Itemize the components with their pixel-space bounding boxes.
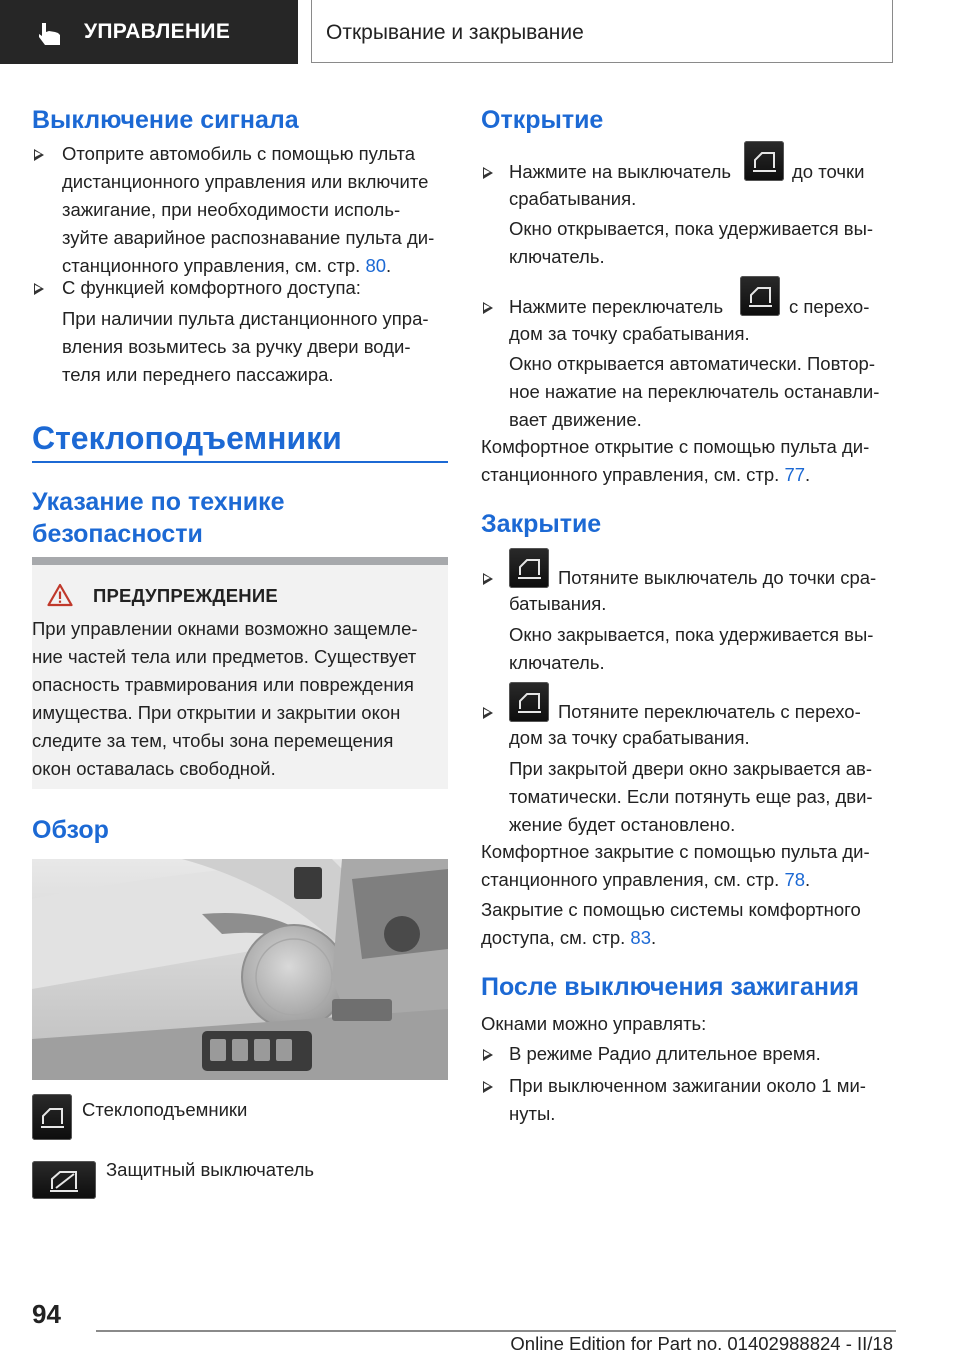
bullet-triangle-icon [483, 573, 493, 585]
after-ignition-intro: Окнами можно управлять: [481, 1013, 707, 1034]
window-switch-icon [509, 548, 549, 588]
closing-item2-text: Потяните переключатель с перехо- [558, 701, 861, 722]
closing-item2-note: При закрытой двери окно закрывается ав- томатически. Если потянуть еще раз, дви- жение будет остановлено. [509, 758, 873, 835]
chapter-title: Открывание и закрывание [326, 21, 584, 44]
window-switch-icon [32, 1094, 72, 1140]
page-ref-link[interactable]: 80 [365, 255, 387, 276]
door-panel-photo [32, 859, 448, 1080]
section-tab [0, 0, 298, 64]
after-ignition-title: После выключения зажигания [481, 973, 859, 1001]
safety-switch-icon [32, 1161, 96, 1199]
footer-divider [96, 1330, 896, 1332]
warning-box [32, 557, 448, 789]
legend-window-lifters: Стеклоподъемники [82, 1099, 248, 1120]
closing-title: Закрытие [481, 510, 602, 538]
legend-safety-switch: Защитный выключатель [106, 1159, 315, 1180]
safety-title: Указание по технике безопасности [32, 488, 285, 548]
opening-item2-end: с перехо- [789, 296, 870, 317]
window-switch-icon [744, 141, 784, 181]
opening-title: Открытие [481, 106, 604, 134]
alarm-off-item2: При наличии пульта дистанционного упра- вления возьмитесь за ручку двери води- теля или переднего пассажира. [62, 308, 429, 385]
warning-text: При управлении окнами возможно защемле- ние частей тела или предметов. Существует опасность травмирования или повреждения имущества. При открытии и закрытии окон следите за тем, чтобы зона перемещения окон оставалась свободной. [32, 618, 418, 779]
after-ignition-item1: В режиме Радио длительное время. [509, 1043, 821, 1064]
bullet-triangle-icon [483, 1081, 493, 1093]
page-number: 94 [32, 1299, 61, 1329]
bullet-triangle-icon [483, 167, 493, 179]
bullet-triangle-icon [483, 302, 493, 314]
closing-comfort-access-text: Закрытие с помощью системы комфортного доступа, см. стр. 83. [481, 899, 861, 948]
opening-item2-cont: дом за точку срабатывания. [509, 323, 750, 344]
alarm-off-item2-intro: С функцией комфортного доступа: [62, 277, 361, 298]
closing-item1-text: Потяните выключатель до точки сра- [558, 567, 877, 588]
bullet-triangle-icon [483, 1049, 493, 1061]
footer-edition: Online Edition for Part no. 01402988824 - II/18 [510, 1333, 893, 1354]
alarm-off-title: Выключение сигнала [32, 106, 299, 134]
bullet-triangle-icon [34, 283, 44, 295]
alarm-off-item1: Отоприте автомобиль с помощью пульта дистанционного управления или включите зажигание, при необходимости исполь- зуйте аварийное распознавание пульта ди- станционного управления, см. стр. 80. [62, 143, 435, 276]
closing-item1-cont: батывания. [509, 593, 607, 614]
section-title: УПРАВЛЕНИЕ [84, 20, 231, 43]
bullet-triangle-icon [34, 149, 44, 161]
closing-comfort-text: Комфортное закрытие с помощью пульта ди- станционного управления, см. стр. 78. [481, 841, 870, 890]
window-switch-icon [509, 682, 549, 722]
closing-item2-cont: дом за точку срабатывания. [509, 727, 750, 748]
door-panel-illustration [32, 859, 448, 1080]
opening-item1-cont: срабатывания. [509, 188, 637, 209]
opening-item1-text: Нажмите на выключатель [509, 161, 731, 182]
closing-item1-note: Окно закрывается, пока удерживается вы- ключатель. [509, 624, 874, 673]
opening-item2-text: Нажмите переключатель [509, 296, 724, 317]
bullet-triangle-icon [483, 707, 493, 719]
window-lifters-title: Стеклоподъемники [32, 420, 342, 456]
opening-item1-end: до точки [792, 161, 865, 182]
opening-comfort-text: Комфортное открытие с помощью пульта ди- станционного управления, см. стр. 77. [481, 436, 870, 485]
warning-triangle-icon [47, 583, 73, 607]
warning-bar [32, 557, 448, 565]
opening-item2-note: Окно открывается автоматически. Повтор- ное нажатие на переключатель останавли- вает движение. [509, 353, 880, 430]
page-ref-link[interactable]: 77 [784, 464, 806, 485]
overview-title: Обзор [32, 816, 109, 844]
hand-pointer-icon [36, 21, 64, 47]
chapter-box [311, 0, 893, 63]
warning-title: ПРЕДУПРЕЖДЕНИЕ [93, 585, 278, 606]
page-ref-link[interactable]: 83 [630, 927, 651, 948]
page-ref-link[interactable]: 78 [784, 869, 806, 890]
window-switch-icon [740, 276, 780, 316]
section-divider [32, 461, 448, 463]
after-ignition-item2: При выключенном зажигании около 1 ми- нуты. [509, 1075, 866, 1124]
opening-item1-note: Окно открывается, пока удерживается вы- ключатель. [509, 218, 874, 267]
